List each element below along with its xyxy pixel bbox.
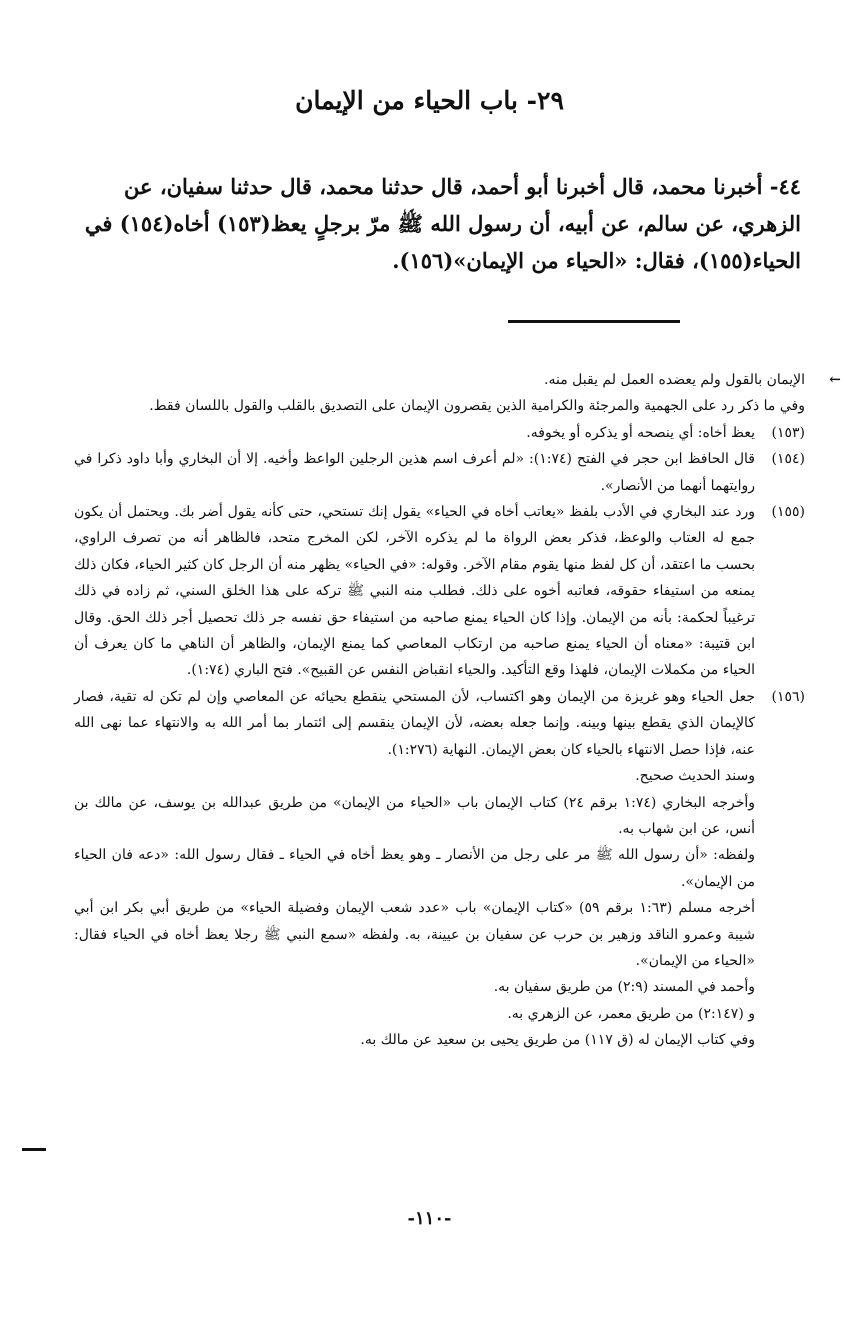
footnote-text: ورد عند البخاري في الأدب بلفظ «يعاتب أخاه في الحياء» يقول إنك تستحي، حتى كأنه يقول أضر بك. ويحتمل أن يكون جمع له العتاب والوعظ، فذكر بعض الرواة ما لم يذكره الآخر، لكن المخرج متحد، فالظاهر أنه من تصرف الراوي، بحسب ما اعتقد، أن كل لفظ منها يقوم مقام الآخر. وقوله: «في الحياء» يظهر منه أن الرجل كان كثير الحياء، فكان ذلك يمنعه من استيفاء حقوقه، فعاتبه أخوه على ذلك. فطلب منه النبي ﷺ تركه على هذا الخلق السني، ثم زاده في ذلك ترغيباً لحكمة: بأنه من الإيمان. وإذا كان الحياء يمنع صاحبه من استيفاء حق نفسه جر ذلك تحصيل أجر ذلك الحق. وقال ابن قتيبة: «معناه أن الحياء يمنع صاحبه من ارتكاب المعاصي كما يمنع الإيمان، والظاهر أن الناهي ما كان يعرف أن الحياء من مكملات الإيمان، فلهذا وقع التأكيد. والحياء انقباض النفس عن القبيح». فتح الباري (١:٧٤).	[74, 504, 755, 679]
margin-dash	[22, 1148, 46, 1151]
footnote-separator	[508, 320, 680, 323]
continuation-line: وفي ما ذكر رد على الجهمية والمرجئة والكرامية الذين يقصرون الإيمان على التصديق بالقلب والقول باللسان فقط.	[149, 398, 805, 415]
footnote-number: (١٥٣)	[771, 424, 805, 441]
continuation-line: الإيمان بالقول ولم يعضده العمل لم يقبل منه.	[544, 372, 805, 388]
page-number: -١١٠-	[407, 1208, 452, 1229]
hadith-line-2: الزهري، عن سالم، عن أبيه، أن رسول الله ﷺ مرّ برجلٍ يعظ(١٥٣) أخاه(١٥٤) في	[84, 211, 801, 236]
footnote-156	[74, 684, 805, 1054]
footnote-paragraph: ولفظه: «أن رسول الله ﷺ مر على رجل من الأنصار ـ وهو يعظ أخاه في الحياء ـ فقال رسول الله: «دعه فان الحياء من الإيمان».	[74, 847, 755, 890]
hadith-line-3: الحياء(١٥٥)، فقال: «الحياء من الإيمان»(١٥٦).	[392, 248, 801, 273]
footnote-paragraph: جعل الحياء وهو غريزة من الإيمان وهو اكتساب، لأن المستحي ينقطع بحيائه عن المعاصي وإن لم تكن له تقية، فصار كالإيمان الذي يقطع بينها وبينه. وإنما جعله بعضه، لأن الإيمان ينقسم إلى ائتمار بما أمر الله به والانتهاء عما نهى الله عنه، فإذا حصل الانتهاء بالحياء كان بعض الإيمان. النهاية (١:٢٧٦).	[74, 688, 755, 758]
footnote-paragraph: أخرجه مسلم (١:٦٣ برقم ٥٩) «كتاب الإيمان» باب «عدد شعب الإيمان وفضيلة الحياء» من طريق أبي بكر ابن أبي شيبة وعمرو الناقد وزهير بن حرب عن سفيان بن عيينة، به. ولفظه «سمع النبي ﷺ رجلا يعظ أخاه في الحياء فقال: «الحياء من الإيمان».	[74, 900, 755, 969]
footnote-text: قال الحافظ ابن حجر في الفتح (١:٧٤): «لم أعرف اسم هذين الرجلين الواعظ وأخيه. إلا أن البخاري وأبا داود ذكرا في روايتهما أنهما من الأنصار».	[74, 451, 756, 494]
footnote-number: (١٥٤)	[771, 451, 805, 468]
footnote-paragraph: وأخرجه البخاري (١:٧٤ برقم ٢٤) كتاب الإيمان باب «الحياء من الإيمان» من طريق عبدالله بن يوسف، عن مالك بن أنس، عن ابن شهاب به.	[74, 794, 756, 837]
footnote-paragraph: وسند الحديث صحيح.	[635, 768, 755, 785]
footnote-153	[74, 420, 805, 446]
continuation-arrow-icon: ←	[829, 372, 841, 388]
chapter-title: ٢٩- باب الحياء من الإيمان	[295, 86, 564, 115]
hadith-text	[68, 168, 801, 279]
footnote-continuation	[74, 367, 841, 420]
footnote-number: (١٥٦)	[771, 688, 805, 705]
footnote-paragraph: وفي كتاب الإيمان له (ق ١١٧) من طريق يحيى بن سعيد عن مالك به.	[360, 1032, 755, 1049]
footnote-paragraph: و (٢:١٤٧) من طريق معمر، عن الزهري به.	[507, 1005, 755, 1022]
footnotes	[74, 367, 841, 1054]
footnote-paragraph: وأحمد في المسند (٢:٩) من طريق سفيان به.	[493, 979, 755, 996]
footnote-155	[74, 499, 805, 684]
footnote-text: يعظ أخاه: أي ينصحه أو يذكره أو يخوفه.	[526, 424, 755, 441]
hadith-line-1: ٤٤- أخبرنا محمد، قال أخبرنا أبو أحمد، قال حدثنا محمد، قال حدثنا سفيان، عن	[124, 174, 801, 199]
footnote-number: (١٥٥)	[771, 504, 805, 521]
footnote-154	[74, 446, 805, 499]
